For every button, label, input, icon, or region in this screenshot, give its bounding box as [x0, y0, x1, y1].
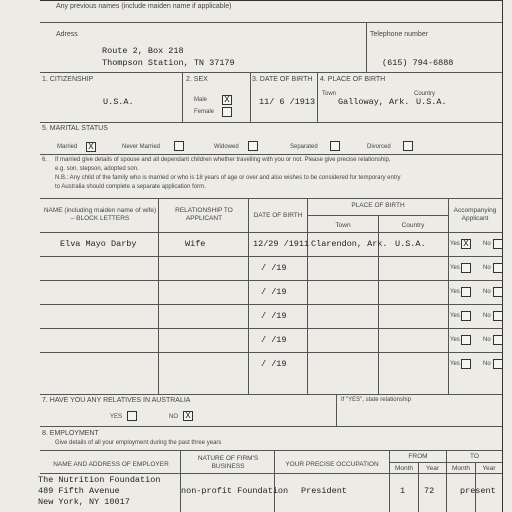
male-label: Male: [194, 97, 208, 103]
col-dob-header: DATE OF BIRTH: [253, 212, 303, 219]
dob-value: 11/ 6 /1913: [259, 97, 316, 107]
separated-checkbox[interactable]: [330, 141, 340, 151]
citizenship-label: 1. CITIZENSHIP: [42, 76, 94, 83]
row-divider: [40, 352, 502, 353]
family-row-yes-label: Yes: [450, 241, 460, 247]
never-married-checkbox[interactable]: [174, 141, 184, 151]
col-country-header: Country: [401, 222, 425, 229]
town-label: Town: [322, 91, 337, 97]
row-divider: [40, 280, 502, 281]
family-row-no-checkbox[interactable]: [493, 287, 503, 297]
family-row-yes-label: Yes: [450, 313, 460, 319]
address-line1: Route 2, Box 218: [102, 46, 184, 56]
q6-line2: e.g. son, stepson, adopted son.: [55, 166, 139, 172]
row-divider: [40, 304, 502, 305]
dob-label: 3. DATE OF BIRTH: [252, 76, 313, 83]
relatives-no-label: NO: [169, 414, 178, 420]
family-row-no-label: No: [483, 265, 491, 271]
col-place-header: PLACE OF BIRTH: [351, 202, 405, 209]
married-checkbox[interactable]: X: [86, 142, 96, 152]
from-year-value: 72: [424, 486, 435, 496]
from-month-value: 1: [400, 486, 406, 496]
telephone-label: Telephone number: [370, 31, 428, 38]
family-row-dob: 12/29 /1911: [253, 239, 310, 249]
relatives-yes-label: YES: [110, 414, 123, 420]
family-row-yes-checkbox[interactable]: [461, 311, 471, 321]
family-row-no-label: No: [483, 361, 491, 367]
married-label: Married: [57, 144, 78, 150]
never-married-label: Never Married: [122, 144, 161, 150]
telephone-value: (615) 794-6888: [382, 58, 454, 68]
from-year-header: Year: [425, 465, 440, 472]
family-row-dob: / /19: [261, 287, 287, 297]
place-of-birth-label: 4. PLACE OF BIRTH: [320, 76, 386, 83]
family-row-dob: / /19: [261, 311, 287, 321]
row-divider: [40, 256, 502, 257]
sex-label: 2. SEX: [186, 76, 208, 83]
family-row-yes-label: Yes: [450, 337, 460, 343]
family-row-no-label: No: [483, 241, 491, 247]
country-label: Country: [414, 91, 436, 97]
family-row-name: Elva Mayo Darby: [60, 239, 137, 249]
business-value: non-profit Foundation: [181, 486, 289, 496]
q6-line3: N.B.: Any child of the family who is married or who is 18 years of age or over and also wishes to be considered for temporary entry: [55, 175, 401, 181]
family-row-no-checkbox[interactable]: [493, 335, 503, 345]
row-divider: [40, 328, 502, 329]
family-row-dob: / /19: [261, 263, 287, 273]
relatives-no-checkbox[interactable]: X: [183, 411, 193, 421]
family-row-no-label: No: [483, 289, 491, 295]
female-checkbox[interactable]: [222, 107, 232, 117]
male-checkbox[interactable]: X: [222, 95, 232, 105]
col-accompanying-header: Accompanying Applicant: [453, 207, 497, 222]
family-row-no-checkbox[interactable]: [493, 263, 503, 273]
to-year-header: Year: [482, 465, 496, 472]
family-row-dob: / /19: [261, 335, 287, 345]
family-row-yes-checkbox[interactable]: [461, 287, 471, 297]
family-row-yes-label: Yes: [450, 289, 460, 295]
previous-names-label: Any previous names (include maiden name if applicable): [56, 3, 232, 10]
family-row-yes-checkbox[interactable]: [461, 263, 471, 273]
address-label: Adress: [56, 31, 78, 38]
family-row-yes-checkbox[interactable]: X: [461, 239, 471, 249]
female-label: Female: [194, 109, 215, 115]
col-relationship-header: RELATIONSHIP TO APPLICANT: [175, 207, 233, 222]
from-month-header: Month: [394, 465, 414, 472]
family-row-dob: / /19: [261, 359, 287, 369]
employer-line3: New York, NY 10017: [38, 497, 130, 507]
col-business-header: NATURE OF FIRM'S BUSINESS: [197, 455, 259, 470]
family-row-town: Clarendon, Ark.: [311, 239, 388, 249]
family-row-no-checkbox[interactable]: [493, 359, 503, 369]
separated-label: Separated: [290, 144, 318, 150]
col-name-header: NAME (including maiden name of wife) – BLOCK LETTERS: [43, 207, 157, 222]
family-row-yes-checkbox[interactable]: [461, 335, 471, 345]
if-yes-label: If "YES", state relationship: [341, 397, 411, 403]
q6-line4: to Australia should complete a separate application form.: [55, 184, 206, 190]
to-value: present: [460, 486, 496, 496]
country-value: U.S.A.: [416, 97, 447, 107]
family-row-no-checkbox[interactable]: [493, 239, 503, 249]
divorced-label: Divorced: [367, 144, 391, 150]
family-row-yes-label: Yes: [450, 265, 460, 271]
employer-line2: 489 Fifth Avenue: [38, 486, 120, 496]
occupation-value: President: [301, 486, 347, 496]
col-occupation-header: YOUR PRECISE OCCUPATION: [285, 461, 379, 468]
col-to-header: TO: [470, 453, 479, 460]
relatives-label: 7. HAVE YOU ANY RELATIVES IN AUSTRALIA: [42, 397, 191, 404]
employment-sublabel: Give details of all your employment during the past three years: [55, 440, 222, 446]
citizenship-value: U.S.A.: [103, 97, 134, 107]
col-employer-header: NAME AND ADDRESS OF EMPLOYER: [53, 461, 169, 468]
family-row-no-label: No: [483, 337, 491, 343]
family-row-no-label: No: [483, 313, 491, 319]
family-row-yes-label: Yes: [450, 361, 460, 367]
to-month-header: Month: [451, 465, 471, 472]
widowed-label: Widowed: [214, 144, 239, 150]
divorced-checkbox[interactable]: [403, 141, 413, 151]
col-from-header: FROM: [408, 453, 428, 460]
family-row-yes-checkbox[interactable]: [461, 359, 471, 369]
q6-line1: If married give details of spouse and all dependant children whether travelling with you or not. Please give precise relationship,: [55, 157, 391, 163]
town-value: Galloway, Ark.: [338, 97, 410, 107]
address-line2: Thompson Station, TN 37179: [102, 58, 235, 68]
employer-line1: The Nutrition Foundation: [38, 475, 161, 485]
q6-number: 6.: [42, 157, 48, 163]
relatives-yes-checkbox[interactable]: [127, 411, 137, 421]
widowed-checkbox[interactable]: [248, 141, 258, 151]
employment-label: 8. EMPLOYMENT: [42, 430, 99, 437]
family-row-country: U.S.A.: [395, 239, 426, 249]
col-town-header: Town: [335, 222, 351, 229]
marital-status-label: 5. MARITAL STATUS: [42, 125, 108, 132]
family-row-no-checkbox[interactable]: [493, 311, 503, 321]
family-row-relationship: Wife: [185, 239, 206, 249]
